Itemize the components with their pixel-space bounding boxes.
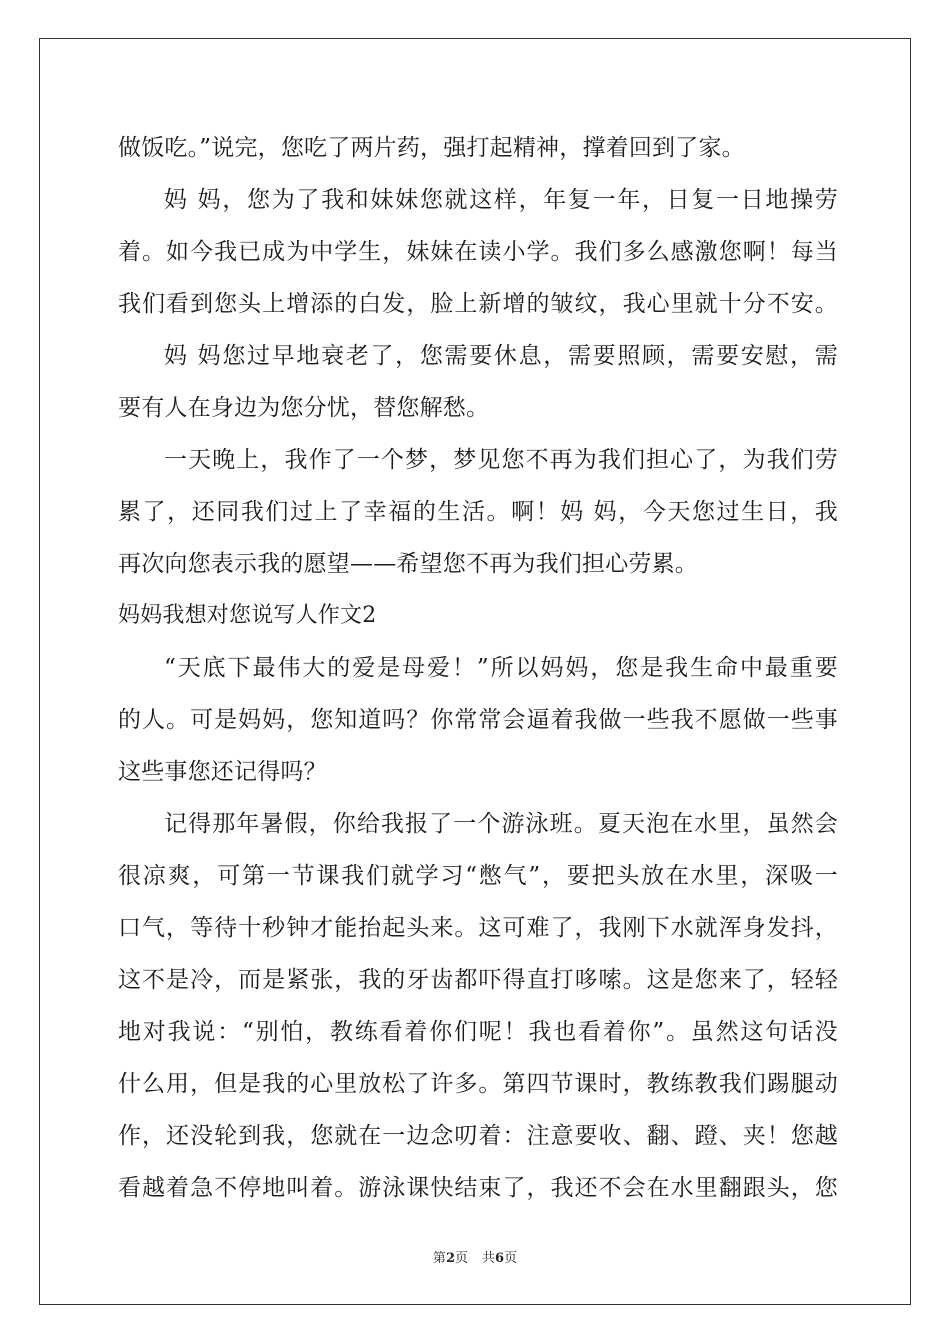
total-suffix: 页 — [504, 1251, 518, 1266]
text-line: “天底下最伟大的爱是母爱！”所以妈妈，您是我生命中最重要 — [164, 655, 838, 681]
text-line: 一天晚上，我作了一个梦，梦见您不再为我们担心了，为我们劳 — [164, 447, 838, 473]
text-line: 做饭吃。”说完，您吃了两片药，强打起精神，撑着回到了家。 — [118, 135, 745, 161]
document-body — [118, 122, 838, 1214]
text-line: 我们看到您头上增添的白发，脸上新增的皱纹，我心里就十分不安。 — [118, 291, 838, 317]
text-line: 累了，还同我们过上了幸福的生活。啊！妈 妈，今天您过生日，我 — [118, 499, 838, 525]
text-line: 妈 妈您过早地衰老了，您需要休息，需要照顾，需要安慰，需 — [164, 343, 838, 369]
text-line: 妈 妈，您为了我和妹妹您就这样，年复一年，日复一日地操劳 — [164, 187, 838, 213]
page-prefix: 第 — [432, 1251, 446, 1266]
text-line: 记得那年暑假，你给我报了一个游泳班。夏天泡在水里，虽然会 — [164, 811, 838, 837]
text-line: 什么用，但是我的心里放松了许多。第四节课时，教练教我们踢腿动 — [118, 1071, 838, 1097]
text-line: 着。如今我已成为中学生，妹妹在读小学。我们多么感激您啊！每当 — [118, 239, 838, 265]
text-line: 作，还没轮到我，您就在一边念叨着：注意要收、翻、蹬、夹！您越 — [118, 1123, 838, 1149]
text-line: 口气，等待十秒钟才能抬起头来。这可难了，我刚下水就浑身发抖， — [118, 915, 838, 941]
page-footer — [0, 1247, 950, 1266]
page-suffix: 页 — [454, 1251, 468, 1266]
total-pages: 6 — [495, 1251, 505, 1266]
text-line: 再次向您表示我的愿望——希望您不再为我们担心劳累。 — [118, 551, 698, 577]
text-line: 要有人在身边为您分忧，替您解愁。 — [118, 395, 490, 421]
total-prefix: 共 — [482, 1251, 496, 1266]
page-number: 2 — [445, 1251, 455, 1266]
text-line: 这些事您还记得吗？ — [118, 759, 327, 785]
section-heading: 妈妈我想对您说写人作文2 — [118, 603, 377, 628]
text-line: 看越着急不停地叫着。游泳课快结束了，我还不会在水里翻跟头，您 — [118, 1175, 838, 1201]
text-line: 地对我说：“别怕，教练看着你们呢！我也看着你”。虽然这句话没 — [118, 1019, 838, 1045]
text-line: 这不是冷，而是紧张，我的牙齿都吓得直打哆嗦。这是您来了，轻轻 — [118, 967, 838, 993]
text-line: 很凉爽，可第一节课我们就学习“憋气”，要把头放在水里，深吸一 — [118, 863, 838, 889]
text-line: 的人。可是妈妈，您知道吗？你常常会逼着我做一些我不愿做一些事 — [118, 707, 838, 733]
